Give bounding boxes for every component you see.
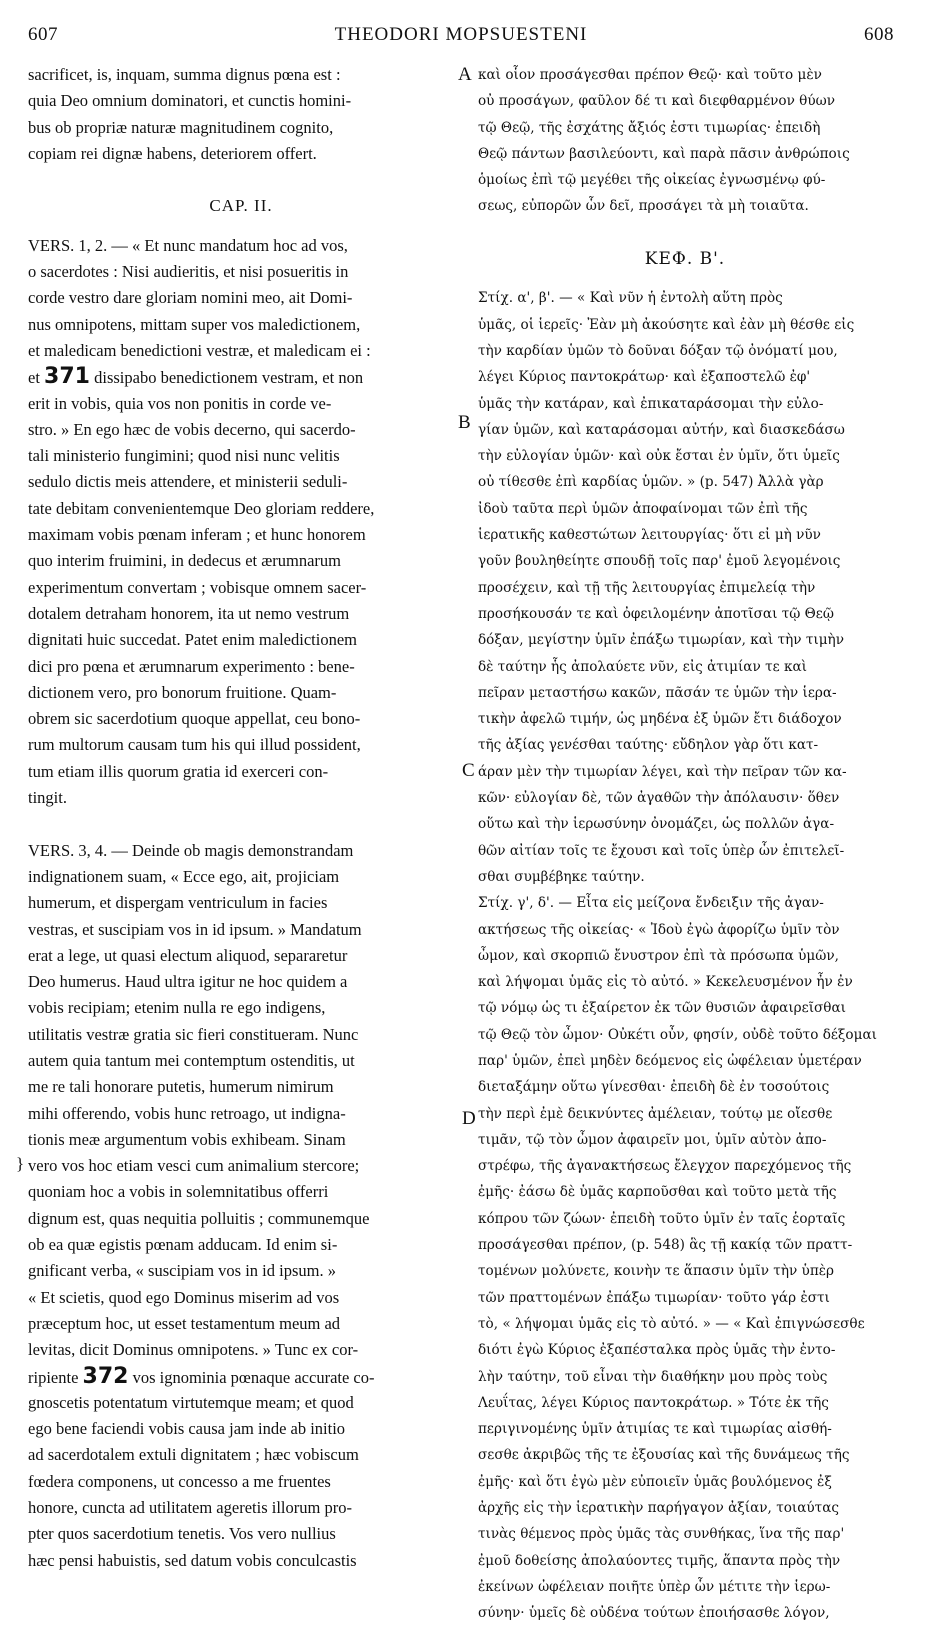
text-line: οὕτω καὶ τὴν ἱερωσύνην ὀνομάζει, ὡς πολλῶν ἀγα- [478, 816, 835, 833]
text-line: καὶ οἷον προσάγεσθαι πρέπον Θεῷ· καὶ τοῦτο μὲν [478, 67, 822, 83]
text-line: γοῦν βουληθείητε σπουδῇ τοῖς παρ' ἐμοῦ λεγομένοις [478, 553, 841, 570]
text-line: præceptum hoc, ut esset testamentum meum ad [28, 1313, 341, 1333]
spacer [28, 220, 454, 233]
text-line: διότι ἐγὼ Κύριος ἐξαπέσταλκα πρὸς ὑμᾶς τὴν ἐντο- [478, 1342, 836, 1359]
text-line: τῶν πραττομένων ἐπάξω τιμωρίαν· τοῦτο γάρ ἐστι [478, 1289, 830, 1306]
section-marker-a: A [458, 64, 472, 85]
text-line: διεταξάμην οὕτω γίνεσθαι· ἐπειδὴ δὲ ἐν τοσούτοις [478, 1079, 830, 1096]
text-line: στρέφω, τῆς ἀγανακτήσεως ἔλεγχον παρεχόμενος τῆς [478, 1158, 852, 1175]
text-line: πεῖραν μεταστήσω κακῶν, πᾶσάν τε ὑμῶν τὴν ἱερα- [478, 684, 837, 701]
page-number-left: 607 [28, 24, 58, 45]
text-line: tum etiam illis quorum gratia id exerceri con- [28, 761, 329, 781]
text-line: nus omnipotens, mittam super vos maledictionem, [28, 314, 361, 334]
text-line: autem quia tantum mei contemptum ostenditis, ut [28, 1050, 355, 1070]
text-line: σύνην· ὑμεῖς δὲ οὐδένα τούτων ἐποιήσασθε λόγον, [478, 1605, 830, 1622]
text-line: τὴν περὶ ἐμὲ δεικνύντες ἀμέλειαν, τούτῳ με οἴεσθε [478, 1105, 833, 1122]
text-line: σεσθε ἀκριβῶς τῆς τε ἐξουσίας καὶ τῆς δυνάμεως τῆς [478, 1447, 850, 1464]
column-number-371: 371 [44, 364, 90, 390]
text-line: vestras, et suscipiam vos in id ipsum. » Mandatum [28, 919, 362, 939]
text-line: obrem sic sacerdotium quoque appellat, ceu bono- [28, 709, 361, 729]
text-line: ἰδοὺ ταῦτα περὶ ὑμῶν ἀποφαίνομαι τῶν ἐπὶ τῆς [478, 500, 808, 517]
text-line: ἐμῆς· καὶ ὅτι ἐγὼ μὲν εὐποιεῖν ὑμᾶς βουλόμενος ἐξ [478, 1473, 832, 1490]
text-line: τικὴν ἀφελῶ τιμήν, ὡς μηδένα ἐξ ὑμῶν ἔτι διάδοχον [478, 711, 842, 728]
greek-verses-1-2 [478, 285, 892, 890]
text-line: o sacerdotes : Nisi audieritis, et nisi posueritis in [28, 262, 349, 282]
greek-column [478, 62, 892, 1627]
text-line: ἱερατικῆς καθεστώτων λειτουργίας· ὅτι εἰ μὴ νῦν [478, 527, 821, 544]
spacer [28, 167, 454, 193]
text-line: κόπρου τῶν ζώων· ἐπειδὴ τοῦτο ὑμῖν ἐν ταῖς ἑορταῖς [478, 1210, 846, 1227]
text-line: levitas, dicit Dominus omnipotens. » Tunc ex cor- [28, 1340, 359, 1360]
text-line: σεως, εὐπορῶν ὧν δεῖ, προσάγει τὰ μὴ τοιαῦτα. [478, 198, 809, 215]
text-line: τῷ νόμῳ ὡς τι ἐξαίρετον ἐκ τῶν θυσιῶν ἀφαιρεῖσθαι [478, 1000, 846, 1017]
greek-intro-paragraph [478, 62, 892, 220]
text-line: ad sacerdotalem extuli dignitatem ; hæc vobiscum [28, 1445, 359, 1465]
text-line: λέγει Κύριος παντοκράτωρ· καὶ ἐξαποστελῶ ἐφ' [478, 369, 811, 386]
spacer [28, 811, 454, 837]
text-line: οὐ τίθεσθε ἐπὶ καρδίας ὑμῶν. » (p. 547) Ἀλλὰ γὰρ [478, 474, 824, 491]
text-line: ἐκείνων ὠφέλειαν ποιῆτε ὑπὲρ ὧν μέτιτε τὴν ἱερω- [478, 1578, 831, 1595]
text-line: σθαι συμβέβηκε ταύτην. [478, 868, 645, 885]
text-line: rum multorum causam tum his qui illud possident, [28, 735, 361, 755]
text-line: ὑμᾶς, οἱ ἱερεῖς· Ἐὰν μὴ ἀκούσητε καὶ ἐὰν μὴ θέσθε εἰς [478, 316, 855, 333]
text-line: corde vestro dare gloriam nomini meo, ait Domi- [28, 288, 353, 308]
text-line: tingit. [28, 788, 67, 808]
text-line: παρ' ὑμῶν, ἐπεὶ μηδὲν δεόμενος εἰς ὠφέλειαν ὑμετέραν [478, 1052, 862, 1069]
text-line: Στίχ. γ', δ'. — Εἶτα εἰς μείζονα ἔνδειξιν τῆς ἀγαν- [478, 895, 824, 912]
latin-verses-1-2-continued [28, 391, 454, 812]
text-line: utilitatis vestræ gratia sic fieri constitueram. Nunc [28, 1024, 359, 1044]
text-line: et maledicam benedictioni vestræ, et maledicam ei : [28, 340, 371, 360]
text-line: VERS. 1, 2. — « Et nunc mandatum hoc ad vos, [28, 235, 348, 255]
text-line: gnificant verba, « suscipiam vos in id ipsum. » [28, 1261, 336, 1281]
text-line: stro. » En ego hæc de vobis decerno, qui sacerdo- [28, 419, 356, 439]
text-line: sacrificet, is, inquam, summa dignus pœna est : [28, 65, 341, 84]
text-line: erit in vobis, quia vos non ponitis in corde ve- [28, 393, 332, 413]
text-line: Στίχ. α', β'. — « Καὶ νῦν ἡ ἐντολὴ αὕτη πρὸς [478, 290, 783, 307]
text-line: vero vos hoc etiam vesci cum animalium stercore; [28, 1156, 360, 1176]
text-line: dignitati huic succedat. Patet enim maledictionem [28, 630, 357, 650]
text-line: προσάγεσθαι πρέπον, (p. 548) ἃς τῇ κακίᾳ τῶν πραττ- [478, 1237, 853, 1254]
text-line: tate debitam convenientemque Deo gloriam reddere, [28, 498, 375, 518]
text-line: προσήκουσάν τε καὶ ὀφειλομένην ἀποτῖσαι τῷ Θεῷ [478, 605, 834, 622]
text-line: τὴν καρδίαν ὑμῶν τὸ δοῦναι δόξαν τῷ ὀνόματί μου, [478, 342, 838, 359]
running-title: THEODORI MOPSUESTENI [334, 24, 588, 45]
text-line: quoniam hoc a vobis in solemnitatibus offerri [28, 1182, 329, 1202]
text-line: Deo humerus. Haud ultra igitur ne hoc quidem a [28, 972, 348, 992]
page-number-right: 608 [864, 24, 894, 45]
section-marker-c: C [462, 760, 475, 781]
text-line: γίαν ὑμῶν, καὶ καταράσομαι αὐτήν, καὶ διασκεδάσω [478, 421, 845, 438]
text-line: τομένων μολύνετε, κοινὴν τε ἅπασιν ὑμῖν τὴν ὑπὲρ [478, 1263, 835, 1280]
running-header [28, 24, 894, 52]
text-line: copiam rei dignæ habens, deteriorem offert. [28, 143, 317, 163]
text-line: ἐμῆς· ἐάσω δὲ ὑμᾶς καρποῦσθαι καὶ τοῦτο μετὰ τῆς [478, 1184, 837, 1201]
text-line: bus ob propriæ naturæ magnitudinem cognito, [28, 117, 334, 137]
text-line: ego bene faciendi vobis causa jam inde ab initio [28, 1419, 346, 1439]
text-line: dignum est, quas nequitia polluitis ; communemque [28, 1208, 370, 1228]
text-line: ακτήσεως τῆς οἰκείας· « Ἰδοὺ ἐγὼ ἀφορίζω ὑμῖν τὸν [478, 921, 840, 938]
text-line: τὴν εὐλογίαν ὑμῶν· καὶ οὐκ ἔσται ἐν ὑμῖν, ὅτι ὑμεῖς [478, 448, 840, 465]
text-line: ob ea quæ egistis pœnam adducam. Id enim si- [28, 1235, 338, 1255]
text-line: fœdera componens, ut concesso a me fruentes [28, 1471, 331, 1491]
text-line: δὲ ταύτην ἧς ἀπολαύετε νῦν, εἰς ἀτιμίαν τε καὶ [478, 658, 807, 675]
section-marker-b: B [458, 412, 471, 433]
text-line: dici pro pœna et ærumnarum experimento : bene- [28, 656, 355, 676]
text-line: τῷ Θεῷ, τῆς ἐσχάτης ἄξιός ἐστι τιμωρίας· ἐπειδὴ [478, 119, 821, 136]
text-line: indignationem suam, « Ecce ego, ait, projiciam [28, 866, 340, 886]
text-line: humerum, et dispergam ventriculum in facies [28, 893, 328, 913]
latin-verses-3-4-continued [28, 1390, 454, 1574]
latin-chapter-title: CAP. II. [209, 196, 273, 216]
text-line: λὴν ταύτην, τοῦ εἶναι τὴν διαθήκην μου πρὸς τοὺς [478, 1368, 828, 1385]
text-line: κῶν· εὐλογίαν δὲ, τῶν ἀγαθῶν τὴν ἀπόλαυσιν· ὅθεν [478, 790, 840, 807]
text-line: maximam vobis pœnam inferam ; et hunc honorem [28, 525, 366, 545]
text-line: hæc pensi habuistis, sed datum vobis conculcastis [28, 1550, 357, 1570]
text-line: ὦμον, καὶ σκορπιῶ ἔνυστρον ἐπὶ τὰ πρόσωπα ὑμῶν, [478, 947, 839, 964]
column-number-372: 372 [82, 1363, 129, 1389]
text-line: vobis recipiam; etenim nulla re ego indigens, [28, 998, 326, 1018]
text-line: VERS. 3, 4. — Deinde ob magis demonstrandam [28, 840, 354, 860]
latin-line-column-number-372: ripiente 372 vos ignominia pœnaque accurate co- [28, 1363, 375, 1389]
text-line: honore, cuncta ad utilitatem ageretis illorum pro- [28, 1498, 352, 1518]
text-line: ἐμοῦ δοθείσης ἀπολαύοντες τιμῆς, ἅπαντα πρὸς τὴν [478, 1552, 841, 1569]
greek-chapter-title: ΚΕΦ. Β'. [644, 249, 726, 270]
text-line: ἀρχῆς εἰς τὴν ἱερατικὴν παρήγαγον ἀξίαν, τοιαύτας [478, 1500, 839, 1517]
latin-column [28, 62, 454, 1574]
spacer [478, 220, 892, 246]
text-line: tali ministerio fungimini; quod nisi nunc velitis [28, 446, 340, 466]
text-line: experimentum convertam ; vobisque omnem sacer- [28, 577, 367, 597]
latin-intro-paragraph [28, 62, 454, 167]
text-line: quia Deo omnium dominatori, et cunctis homini- [28, 91, 352, 111]
text-line: τῷ Θεῷ τὸν ὦμον· Οὐκέτι οὖν, φησίν, οὐδὲ τοῦτο δέξομαι [478, 1026, 877, 1043]
text-line: οὐ προσάγων, φαῦλον δέ τι καὶ διεφθαρμένον θύων [478, 93, 835, 110]
text-line: Λευΐτας, λέγει Κύριος παντοκράτωρ. » Τότε ἐκ τῆς [478, 1394, 829, 1411]
text-line: θῶν αἰτίαν τοῖς τε ἔχουσι καὶ τοῖς ὑπὲρ ὧν ἐπιτελεῖ- [478, 842, 845, 859]
text-line: « Et scietis, quod ego Dominus miserim ad vos [28, 1287, 340, 1307]
text-line: τιμᾶν, τῷ τὸν ὦμον ἀφαιρεῖν μοι, ὑμῖν αὐτὸν ἀπο- [478, 1131, 827, 1148]
text-line: δόξαν, μεγίστην ὑμῖν ἐπάξω τιμωρίαν, καὶ τὴν τιμὴν [478, 632, 844, 649]
text-line: Θεῷ πάντων βασιλεύοντι, καὶ παρὰ πᾶσιν ἀνθρώποις [478, 145, 850, 162]
text-line: sedulo dictis meis attendere, et ministerii seduli- [28, 472, 348, 492]
text-line: τὸ, « λήψομαι ὑμᾶς εἰς τὸ αὐτό. » — « Καὶ ἐπιγνώσεσθε [478, 1315, 865, 1332]
text-line: ὑμᾶς τὴν κατάραν, καὶ ἐπικαταράσομαι τὴν εὐλο- [478, 395, 824, 412]
text-line: gnoscetis potentatum virtutemque meam; et quod [28, 1392, 354, 1412]
latin-verses-1-2 [28, 233, 454, 364]
text-line: quo interim fruimini, in dedecus et ærumnarum [28, 551, 341, 571]
text-line: erat a lege, ut quasi electum aliquod, separaretur [28, 945, 348, 965]
text-line: dotalem detraham honorem, ita ut nemo vestrum [28, 603, 350, 623]
text-line: προσέχειν, καὶ τῇ τῆς λειτουργίας ἐπιμελείᾳ τὴν [478, 579, 816, 596]
text-line: mihi offerendo, vobis hunc retroago, ut indigna- [28, 1103, 346, 1123]
text-line: περιγινομένης ὑμῖν ἀτιμίας τε καὶ τιμωρίας αἰσθή- [478, 1421, 832, 1438]
greek-verses-3-4 [478, 890, 892, 1626]
latin-verses-3-4 [28, 838, 454, 1364]
text-line: τινὰς θέμενος πρὸς ὑμᾶς τὰς συνθήκας, ἵνα τῆς παρ' [478, 1526, 845, 1543]
text-line: άραν μὲν τὴν τιμωρίαν λέγει, καὶ τὴν πεῖραν τῶν κα- [478, 763, 847, 780]
text-line: ὁμοίως ἐπὶ τῷ μεγέθει τῆς οἰκείας ἐγνωσμένῳ φύ- [478, 172, 826, 189]
section-marker-d: D [462, 1108, 476, 1129]
text-line: me re tali honorare putetis, humerum nimirum [28, 1077, 334, 1097]
latin-line-column-number-371: et 371 dissipabo benedictionem vestram, et non [28, 364, 364, 390]
text-line: tionis meæ argumentum vobis exhibeam. Sinam [28, 1129, 346, 1149]
spacer [478, 272, 892, 285]
margin-brace-mark: } [16, 1154, 25, 1173]
text-line: καὶ λήψομαι ὑμᾶς εἰς τὸ αὐτό. » Κεκελευσμένον ἦν ἐν [478, 974, 853, 991]
text-line: dictionem vero, pro bonorum fruitione. Quam- [28, 682, 337, 702]
text-line: τῆς ἀξίας γενέσθαι ταύτης· εὔδηλον γὰρ ὅτι κατ- [478, 737, 819, 754]
text-line: pter quos sacerdotium tenetis. Vos vero nullius [28, 1524, 336, 1544]
